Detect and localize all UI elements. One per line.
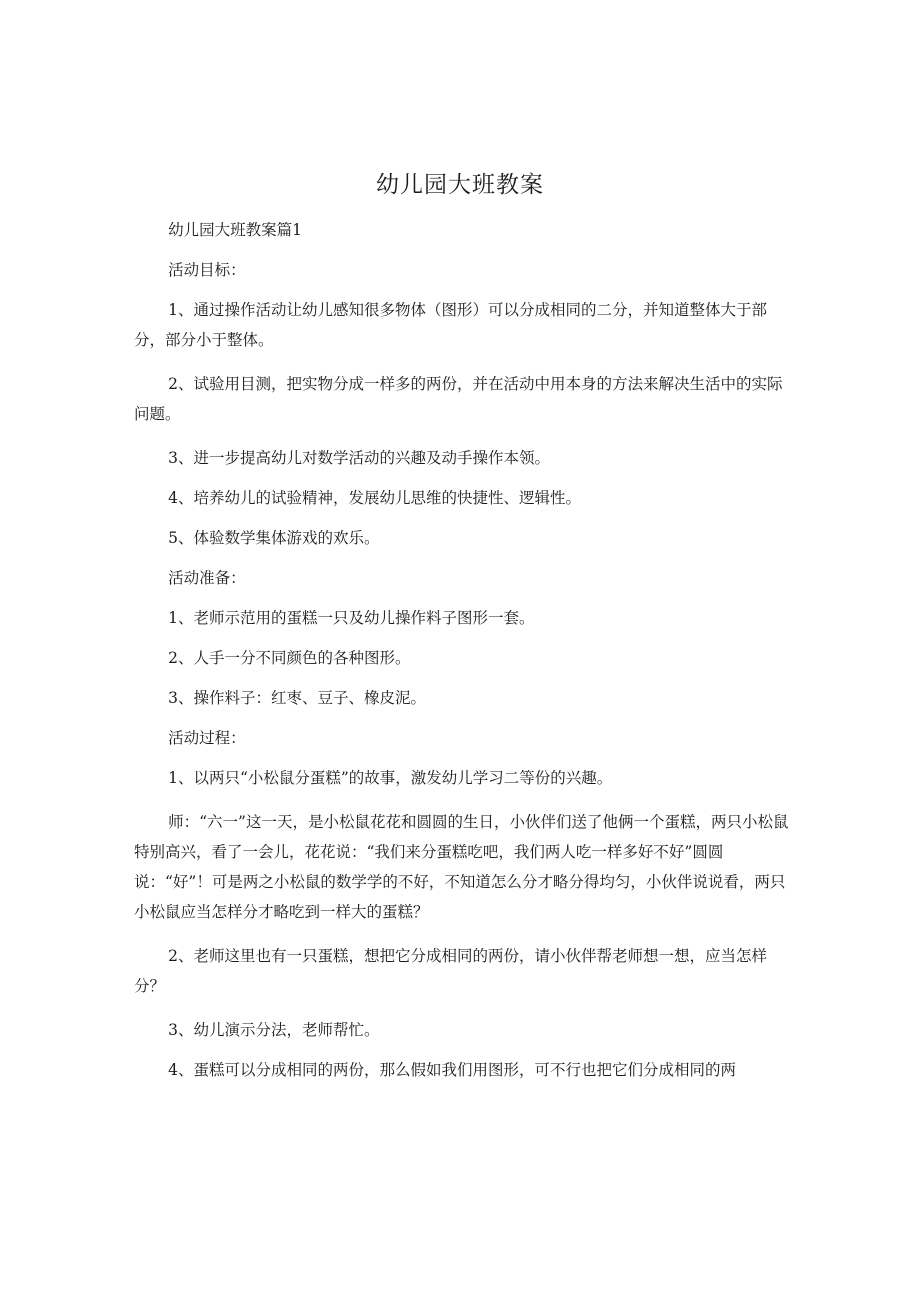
subheading-goals: 活动目标： <box>168 261 246 279</box>
preparation-item: 1、老师示范用的蛋糕一只及幼儿操作料子图形一套。 <box>168 609 535 627</box>
document-body <box>134 215 790 1095</box>
process-item: 2、老师这里也有一只蛋糕，想把它分成相同的两份，请小伙伴帮老师想一想，应当怎样分？ <box>134 947 767 995</box>
section-heading: 幼儿园大班教案篇1 <box>168 221 302 239</box>
preparation-item: 3、操作料子：红枣、豆子、橡皮泥。 <box>168 689 426 707</box>
subheading-process: 活动过程： <box>168 729 246 747</box>
preparation-item: 2、人手一分不同颜色的各种图形。 <box>168 649 411 667</box>
process-item: 1、以两只“小松鼠分蛋糕”的故事，激发幼儿学习二等份的兴趣。 <box>168 769 613 787</box>
goal-item: 2、试验用目测，把实物分成一样多的两份，并在活动中用本身的方法来解决生活中的实际问题。 <box>134 375 783 423</box>
goal-item: 3、进一步提高幼儿对数学活动的兴趣及动手操作本领。 <box>168 449 550 467</box>
goal-item: 5、体验数学集体游戏的欢乐。 <box>168 529 380 547</box>
goal-item: 1、通过操作活动让幼儿感知很多物体（图形）可以分成相同的二分，并知道整体大于部分，部分小于整体。 <box>134 301 767 349</box>
document-title: 幼儿园大班教案 <box>376 172 544 198</box>
goal-item: 4、培养幼儿的试验精神，发展幼儿思维的快捷性、逻辑性。 <box>168 489 581 507</box>
story-paragraph: 师：“六一”这一天，是小松鼠花花和圆圆的生日，小伙伴们送了他俩一个蛋糕，两只小松鼠特别高兴，看了一会儿，花花说：“我们来分蛋糕吃吧，我们两人吃一样多好不好”圆圆说：“好”！可是两之小松鼠的数学学的不好，不知道怎么分才略分得均匀，小伙伴说说看，两只小松鼠应当怎样分才略吃到一样大的蛋糕？ <box>134 813 789 921</box>
subheading-preparation: 活动准备： <box>168 569 246 587</box>
process-item: 3、幼儿演示分法，老师帮忙。 <box>168 1021 380 1039</box>
process-item: 4、蛋糕可以分成相同的两份，那么假如我们用图形，可不行也把它们分成相同的两 <box>168 1061 736 1079</box>
